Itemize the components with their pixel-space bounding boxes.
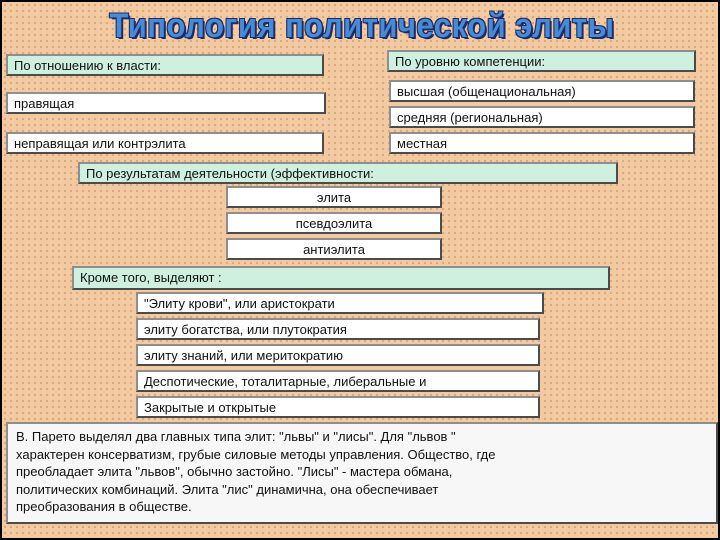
by-power-item-counter-elite: неправящая или контрэлита	[6, 132, 324, 154]
pareto-line: политических комбинаций. Элита "лис" динамична, она обеспечивает	[16, 481, 439, 497]
also-item-closed-open: Закрытые и открытые	[136, 396, 540, 418]
by-competence-header: По уровню компетенции:	[387, 50, 696, 72]
slide-title: Типология политической элиты	[109, 6, 615, 45]
pareto-note	[6, 422, 718, 524]
pareto-line: В. Парето выделял два главных типа элит: "львы" и "лисы". Для "львов "	[16, 429, 456, 444]
also-item-wealth-elite: элиту богатства, или плутократия	[136, 318, 540, 340]
by-power-item-ruling: правящая	[6, 92, 326, 114]
by-results-item-pseudo-elite: псевдоэлита	[226, 212, 442, 234]
also-item-blood-elite: "Элиту крови", или аристократи	[136, 292, 544, 314]
by-results-item-elite: элита	[226, 186, 442, 208]
pareto-line: характерен консерватизм, грубые силовые методы управления. Общество, где	[16, 446, 496, 462]
by-competence-item-regional: средняя (региональная)	[389, 106, 695, 128]
by-competence-item-national: высшая (общенациональная)	[389, 80, 695, 102]
by-results-item-anti-elite: антиэлита	[226, 238, 442, 260]
pareto-line: преобладает элита "львов", обычно застойно. "Лисы" - мастера обмана,	[16, 464, 453, 479]
also-item-regime-types: Деспотические, тоталитарные, либеральные и	[136, 370, 540, 392]
also-item-knowledge-elite: элиту знаний, или меритократию	[136, 344, 540, 366]
by-power-header: По отношению к власти:	[6, 54, 324, 76]
by-competence-item-local: местная	[389, 132, 695, 154]
pareto-line: преобразования в обществе.	[16, 499, 192, 514]
by-results-header: По результатам деятельности (эффективности:	[78, 162, 618, 184]
also-header: Кроме того, выделяют :	[72, 266, 610, 290]
